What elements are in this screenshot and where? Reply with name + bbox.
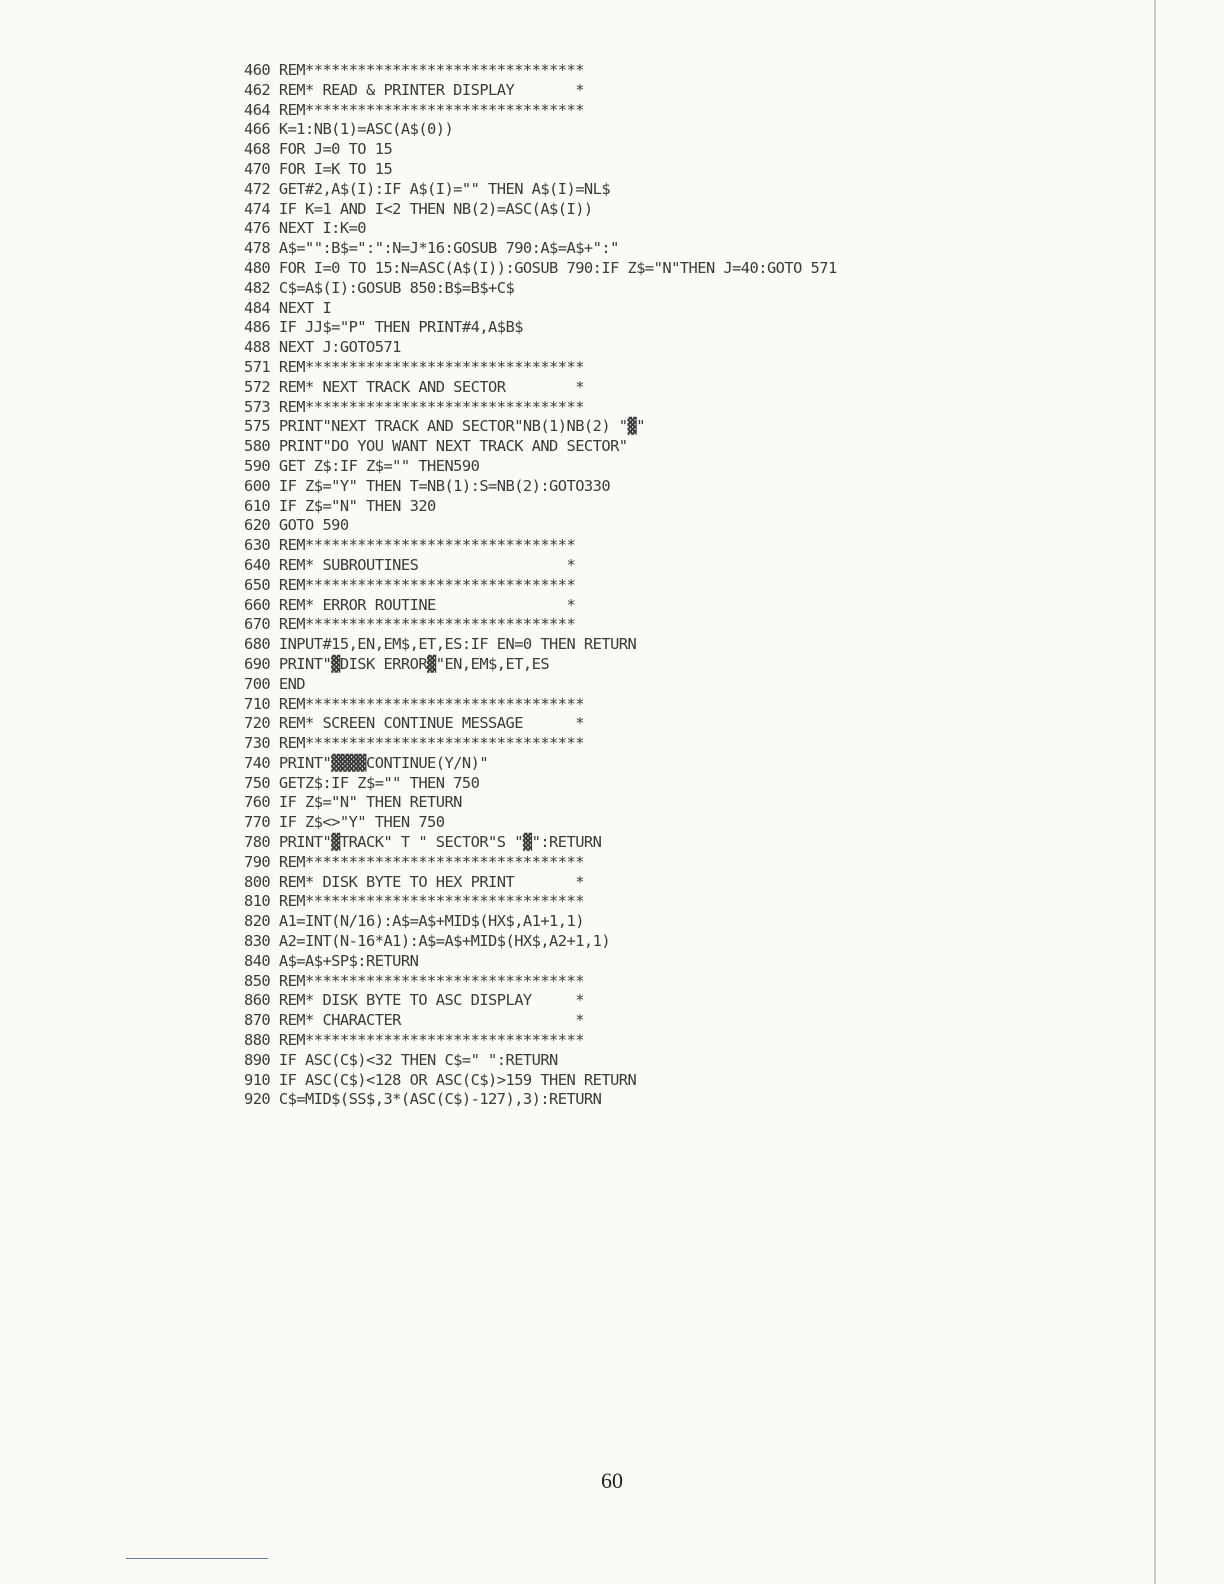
code-line: 472 GET#2,A$(I):IF A$(I)="" THEN A$(I)=NL$ (244, 179, 611, 198)
code-line: 480 FOR I=0 TO 15:N=ASC(A$(I)):GOSUB 790:IF Z$="N"THEN J=40:GOTO 571 (244, 258, 837, 277)
code-line: 590 GET Z$:IF Z$="" THEN590 (244, 456, 480, 475)
code-line: 670 REM******************************* (244, 615, 576, 634)
code-line: 460 REM******************************** (244, 61, 584, 79)
code-line: 700 END (244, 674, 306, 693)
code-line: 740 PRINT"▓▓▓▓CONTINUE(Y/N)" (244, 753, 489, 772)
code-line: 468 FOR J=0 TO 15 (244, 140, 393, 159)
code-line: 600 IF Z$="Y" THEN T=NB(1):S=NB(2):GOTO330 (244, 476, 611, 495)
page-number: 60 (601, 1468, 623, 1493)
code-line: 820 A1=INT(N/16):A$=A$+MID$(HX$,A1+1,1) (244, 912, 584, 931)
page-edge-line (1154, 0, 1156, 1584)
code-line: 870 REM* CHARACTER * (244, 1011, 584, 1030)
code-line: 680 INPUT#15,EN,EM$,ET,ES:IF EN=0 THEN RETURN (244, 635, 637, 654)
code-line: 620 GOTO 590 (244, 516, 349, 535)
code-line: 720 REM* SCREEN CONTINUE MESSAGE * (244, 714, 584, 733)
code-line: 478 A$="":B$=":":N=J*16:GOSUB 790:A$=A$+":" (244, 239, 619, 258)
code-line: 760 IF Z$="N" THEN RETURN (244, 793, 462, 812)
code-line: 484 NEXT I (244, 298, 332, 317)
code-line: 810 REM******************************** (244, 892, 584, 911)
code-line: 464 REM******************************** (244, 100, 584, 119)
code-line: 476 NEXT I:K=0 (244, 219, 367, 238)
code-line: 462 REM* READ & PRINTER DISPLAY * (244, 80, 584, 99)
code-line: 580 PRINT"DO YOU WANT NEXT TRACK AND SECTOR" (244, 437, 628, 456)
code-line: 690 PRINT"▓DISK ERROR▓"EN,EM$,ET,ES (244, 654, 550, 673)
code-line: 800 REM* DISK BYTE TO HEX PRINT * (244, 872, 584, 891)
basic-program-listing (244, 61, 1104, 1110)
code-line: 750 GETZ$:IF Z$="" THEN 750 (244, 773, 480, 792)
code-line: 466 K=1:NB(1)=ASC(A$(0)) (244, 120, 454, 139)
code-line: 880 REM******************************** (244, 1031, 584, 1050)
code-line: 710 REM******************************** (244, 694, 584, 713)
code-line: 860 REM* DISK BYTE TO ASC DISPLAY * (244, 991, 584, 1010)
code-line: 730 REM******************************** (244, 734, 584, 753)
code-line: 660 REM* ERROR ROUTINE * (244, 595, 576, 614)
code-line: 610 IF Z$="N" THEN 320 (244, 496, 436, 515)
code-line: 474 IF K=1 AND I<2 THEN NB(2)=ASC(A$(I)) (244, 199, 593, 218)
code-line: 640 REM* SUBROUTINES * (244, 555, 576, 574)
code-line: 910 IF ASC(C$)<128 OR ASC(C$)>159 THEN RETURN (244, 1070, 637, 1089)
code-line: 770 IF Z$<>"Y" THEN 750 (244, 813, 445, 832)
code-line: 486 IF JJ$="P" THEN PRINT#4,A$B$ (244, 318, 523, 337)
code-line: 482 C$=A$(I):GOSUB 850:B$=B$+C$ (244, 278, 515, 297)
code-line: 830 A2=INT(N-16*A1):A$=A$+MID$(HX$,A2+1,1) (244, 932, 611, 951)
code-line: 630 REM******************************* (244, 536, 576, 555)
code-line: 850 REM******************************** (244, 971, 584, 990)
code-line: 650 REM******************************* (244, 575, 576, 594)
code-line: 573 REM******************************** (244, 397, 584, 416)
code-line: 488 NEXT J:GOTO571 (244, 338, 401, 357)
footnote-rule (126, 1558, 268, 1559)
code-line: 470 FOR I=K TO 15 (244, 159, 393, 178)
code-line: 780 PRINT"▓TRACK" T " SECTOR"S "▓":RETURN (244, 833, 602, 852)
code-line: 571 REM******************************** (244, 357, 584, 376)
code-line: 920 C$=MID$(SS$,3*(ASC(C$)-127),3):RETURN (244, 1090, 602, 1109)
code-line: 790 REM******************************** (244, 852, 584, 871)
code-line: 575 PRINT"NEXT TRACK AND SECTOR"NB(1)NB(2) "▓" (244, 417, 645, 436)
code-line: 572 REM* NEXT TRACK AND SECTOR * (244, 377, 584, 396)
code-line: 890 IF ASC(C$)<32 THEN C$=" ":RETURN (244, 1050, 558, 1069)
code-line: 840 A$=A$+SP$:RETURN (244, 951, 419, 970)
